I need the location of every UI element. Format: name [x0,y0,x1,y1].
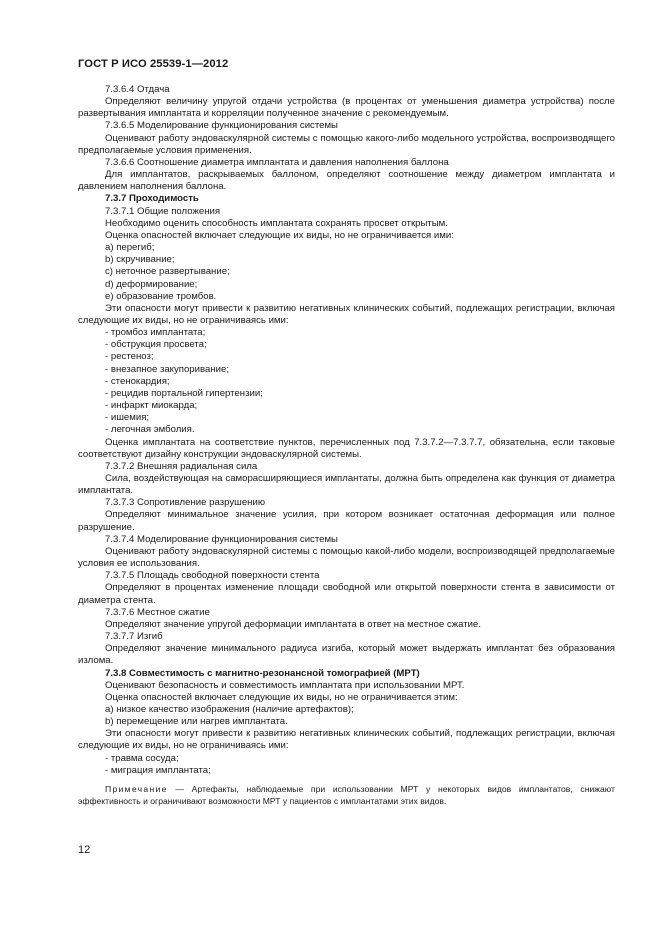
paragraph: - легочная эмболия. [105,424,195,436]
paragraph: b) перемещение или нагрев имплантата. [105,716,288,728]
paragraph: а) перегиб; [105,242,155,254]
paragraph: - ишемия; [105,412,150,424]
paragraph: d) деформирование; [105,278,198,290]
paragraph: Определяют в процентах изменение площади свободной или открытой поверхности стента в зависимости от диаметра стента. [78,582,615,606]
paragraph: Необходимо оценить способность имплантата сохранять просвет открытым. [105,217,448,229]
paragraph: - внезапное закупоривание; [105,363,229,375]
page-number: 12 [78,844,91,856]
note [78,783,615,807]
paragraph: 7.3.7.3 Сопротивление разрушению [105,497,266,509]
paragraph: Оценка опасностей включает следующие их виды, но не ограничивается этим: [105,691,458,703]
paragraph: а) низкое качество изображения (наличие артефактов); [105,703,354,715]
note-label: Примечание [105,783,168,794]
section-heading: 7.3.7 Проходимость [105,193,199,205]
paragraph: Определяют минимальное значение усилия, при котором возникает остаточная деформация или полное разрушение. [78,509,615,533]
paragraph: Определяют значение минимального радиуса изгиба, который может выдержать имплантат без образования излома. [78,643,615,667]
paragraph: е) образование тромбов. [105,290,217,302]
paragraph: 7.3.7.6 Местное сжатие [105,606,210,618]
paragraph: 7.3.7.7 Изгиб [105,631,163,643]
paragraph: - тромбоз имплантата; [105,327,206,339]
note-text: — Артефакты, наблюдаемые при использовании МРТ у некоторых видов имплантатов, снижают эффективность и ограничивают возможности МРТ у пациентов с имплантатами этих видов. [78,783,615,806]
paragraph: Определяют значение упругой деформации имплантата в ответ на местное сжатие. [105,618,482,630]
paragraph: b) скручивание; [105,254,175,266]
paragraph: 7.3.6.5 Моделирование функционирования системы [105,120,338,132]
document-header: ГОСТ Р ИСО 25539-1—2012 [78,58,229,70]
section-heading: 7.3.8 Совместимость с магнитно-резонансной томографией (МРТ) [105,667,420,679]
paragraph: 7.3.7.4 Моделирование функционирования системы [105,533,338,545]
paragraph: Оценивают работу эндоваскулярной системы с помощью какой-либо модели, воспроизводящей предполагаемые условия ее использования. [78,545,615,570]
paragraph: - миграция имплантата; [105,764,211,776]
paragraph: 7.3.7.2 Внешняя радиальная сила [105,460,258,472]
paragraph: 7.3.7.5 Площадь свободной поверхности стента [105,570,320,582]
paragraph: 7.3.6.4 Отдача [105,84,170,95]
paragraph: Оценка опасностей включает следующие их виды, но не ограничивается ими: [105,229,454,241]
document-body [78,84,615,807]
paragraph: - инфаркт миокарда; [105,400,198,412]
paragraph: - травма сосуда; [105,752,179,764]
paragraph: Оценка имплантата на соответствие пунктов, перечисленных под 7.3.7.2—7.3.7.7, обязательна, если таковые соответствуют дизайну конструкции эндоваскулярной системы. [78,436,615,460]
paragraph: Оценивают безопасность и совместимость имплантата при использовании МРТ. [105,679,465,691]
paragraph: Эти опасности могут привести к развитию негативных клинических событий, подлежащих регистрации, включая следующие их виды, но не ограничиваясь ими: [78,302,615,326]
paragraph: - рецидив портальной гипертензии; [105,387,263,399]
paragraph: Сила, воздействующая на саморасширяющиеся имплантаты, должна быть определена как функция от диаметра имплантата. [78,473,615,497]
paragraph: - рестеноз; [105,351,154,363]
paragraph: Оценивают работу эндоваскулярной системы с помощью какого-либо модельного устройства, воспроизводящего предполагаемые условия применения. [78,132,615,156]
paragraph: Для имплантатов, раскрываемых баллоном, определяют соотношение между диаметром имплантата и давлением наполнения баллона. [78,169,615,193]
paragraph: - стенокардия; [105,375,170,387]
paragraph: Эти опасности могут привести к развитию негативных клинических событий, подлежащих регистрации, включая следующие их виды, но не ограничиваясь ими: [78,728,615,752]
paragraph: Определяют величину упругой отдачи устройства (в процентах от уменьшения диаметра устройства) после развертывания имплантата и корреляции полученное значение с рекомендуемым. [78,96,615,120]
paragraph: 7.3.7.1 Общие положения [105,205,221,217]
paragraph: 7.3.6.6 Соотношение диаметра имплантата и давления наполнения баллона [105,156,449,168]
paragraph: - обструкция просвета; [105,339,207,351]
paragraph: с) неточное развертывание; [105,266,230,278]
